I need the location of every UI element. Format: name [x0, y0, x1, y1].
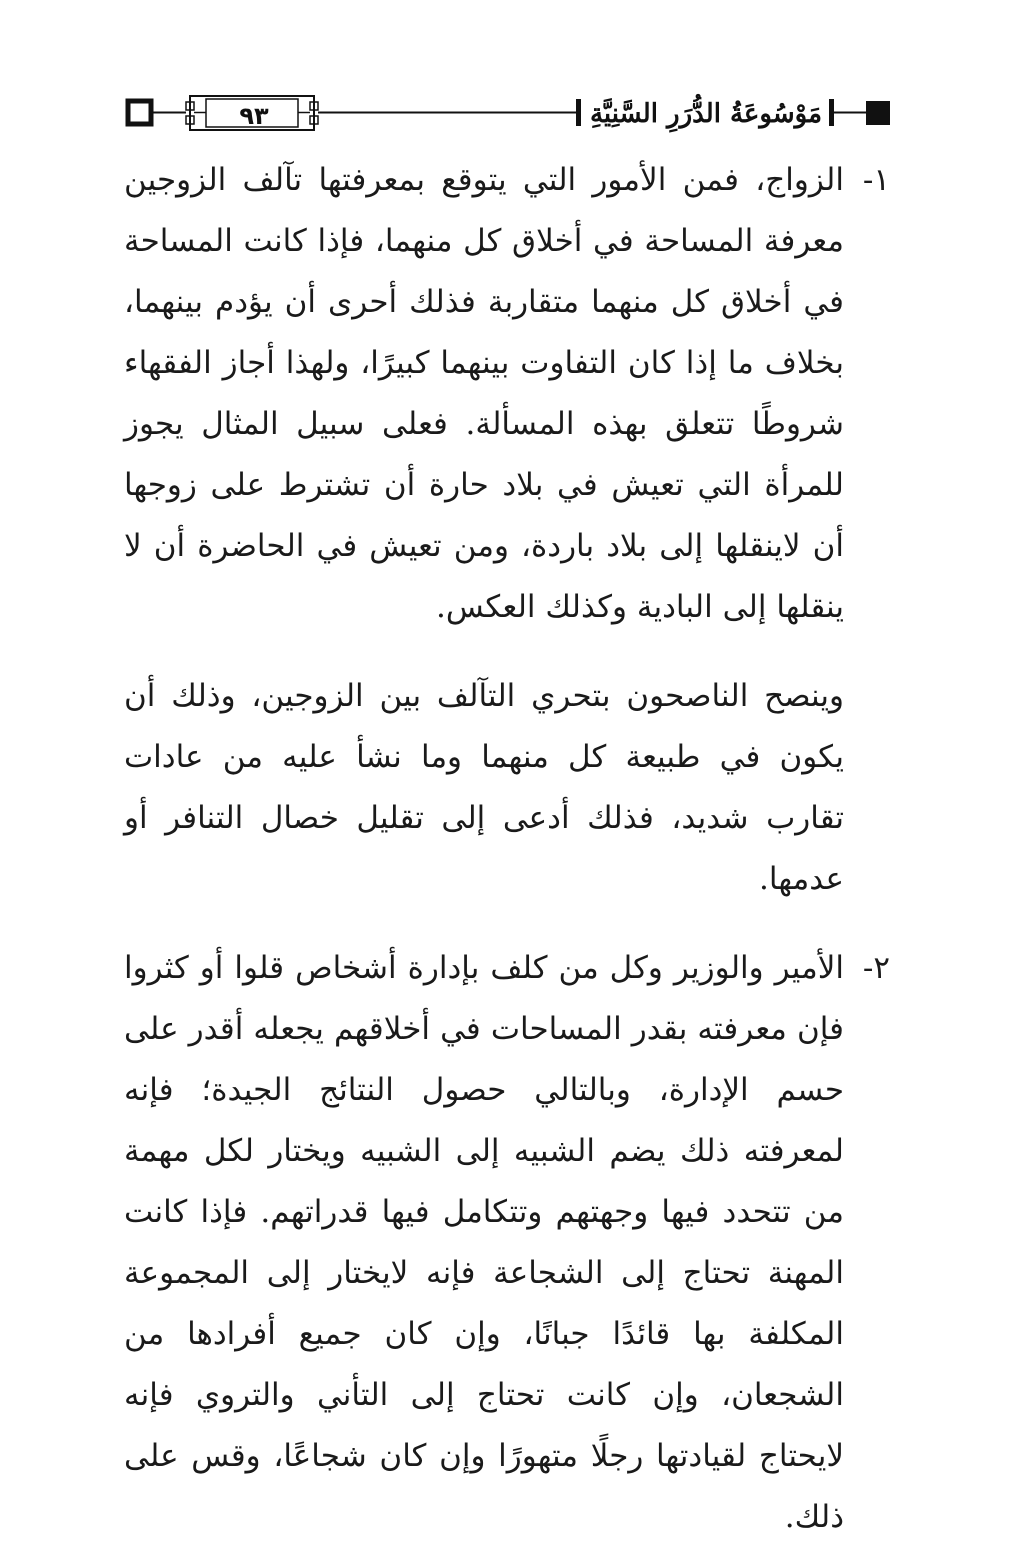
- page-body: [124, 150, 890, 1548]
- page-number: ٩٣: [239, 102, 269, 130]
- list-item-number: ٢-: [862, 950, 890, 986]
- list-item-text: الأمير والوزير وكل من كلف بإدارة أشخاص قلوا أو كثروا فإن معرفته بقدر المساحات في أخلاقهم يجعله أقدر على حسم الإدارة، وبالتالي حصول النتائج الجيدة؛ فإنه لمعرفته ذلك يضم الشبيه إلى الشبيه ويختار لكل مهمة من تتحدد فيها وجهتهم وتتكامل فيها قدراتهم. فإذا كانت المهنة تحتاج إلى الشجاعة فإنه لايختار إلى المجموعة المكلفة بها قائدًا جبانًا، وإن كان جميع أفرادها من الشجعان، وإن كانت تحتاج إلى التأني والتروي فإنه لايحتاج لقيادتها رجلًا متهورًا وإن كان شجاعًا، وقس على ذلك.: [124, 950, 844, 1535]
- book-title: مَوْسُوعَةُ الدُّرَرِ السَّنِيَّةِ: [589, 99, 822, 129]
- body-paragraph: وينصح الناصحون بتحري التآلف بين الزوجين، وذلك أن يكون في طبيعة كل منهما وما نشأ عليه من عادات تقارب شديد، فذلك أدعى إلى تقليل خصال التنافر أو عدمها.: [124, 678, 844, 897]
- list-item-1: [124, 150, 890, 638]
- list-item-number: ١-: [862, 162, 890, 198]
- list-item-2: [124, 938, 890, 1548]
- list-item-text: الزواج، فمن الأمور التي يتوقع بمعرفتها تآلف الزوجين معرفة المساحة في أخلاق كل منهما، فإذا كانت المساحة في أخلاق كل منهما متقاربة فذلك أحرى أن يؤدم بينهما، بخلاف ما إذا كان التفاوت بينهما كبيرًا، ولهذا أجاز الفقهاء شروطًا تتعلق بهذه المسألة. فعلى سبيل المثال يجوز للمرأة التي تعيش في بلاد حارة أن تشترط على زوجها أن لاينقلها إلى بلاد باردة، ومن تعيش في الحاضرة أن لا ينقلها إلى البادية وكذلك العكس.: [124, 162, 844, 625]
- page-header: [124, 84, 890, 144]
